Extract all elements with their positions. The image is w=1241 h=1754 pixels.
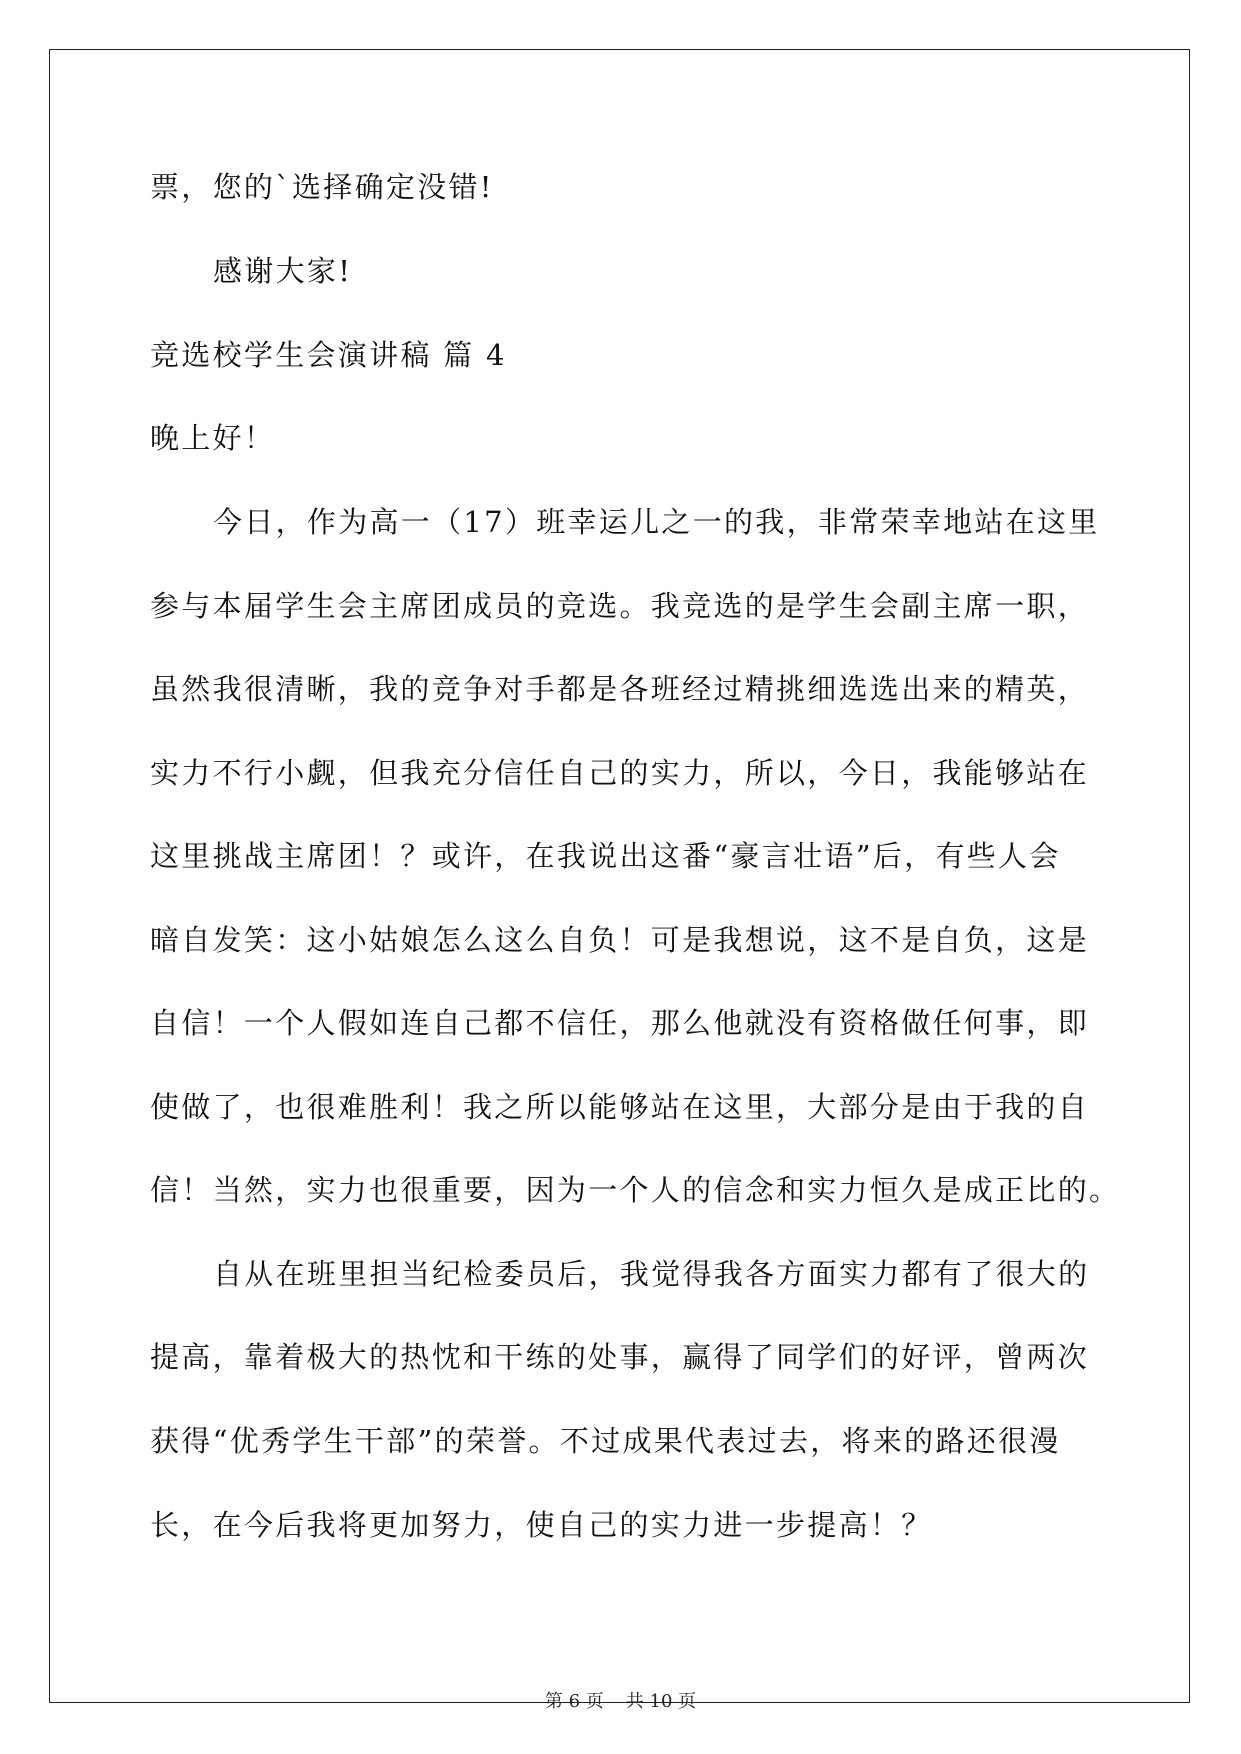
text-line: 今日，作为高一（17）班幸运儿之一的我，非常荣幸地站在这里 [213,505,1100,539]
text-line: 这里挑战主席团！？或许，在我说出这番“豪言壮语”后，有些人会 [150,839,1061,873]
text-line: 信！当然，实力也很重要，因为一个人的信念和实力恒久是成正比的。 [150,1173,1121,1207]
page-footer [0,1690,1241,1714]
text-line: 虽然我很清晰，我的竞争对手都是各班经过精挑细选选出来的精英， [150,672,1090,706]
text-line: 提高，靠着极大的热忱和干练的处事，赢得了同学们的好评，曾两次 [150,1340,1090,1374]
text-line: 自从在班里担当纪检委员后，我觉得我各方面实力都有了很大的 [213,1257,1090,1291]
text-line: 自信！一个人假如连自己都不信任，那么他就没有资格做任何事，即 [150,1006,1090,1040]
text-line: 使做了，也很难胜利！我之所以能够站在这里，大部分是由于我的自 [150,1090,1090,1124]
page-total: 共 10 页 [625,1691,697,1712]
text-line: 暗自发笑：这小姑娘怎么这么自负！可是我想说，这不是自负，这是 [150,923,1090,957]
text-line: 获得“优秀学生干部”的荣誉。不过成果代表过去，将来的路还很漫 [150,1424,1061,1458]
text-line: 长，在今后我将更加努力，使自己的实力进一步提高！？ [150,1508,933,1542]
text-line: 参与本届学生会主席团成员的竞选。我竞选的是学生会副主席一职， [150,589,1090,623]
section-heading: 竞选校学生会演讲稿 篇 4 [150,338,507,372]
text-line: 感谢大家! [213,254,353,288]
greeting-line: 晚上好！ [150,421,276,455]
page-number: 第 6 页 [544,1691,604,1712]
text-line: 实力不行小觑，但我充分信任自己的实力，所以，今日，我能够站在 [150,756,1090,790]
text-line: 票，您的`选择确定没错! [150,170,494,204]
